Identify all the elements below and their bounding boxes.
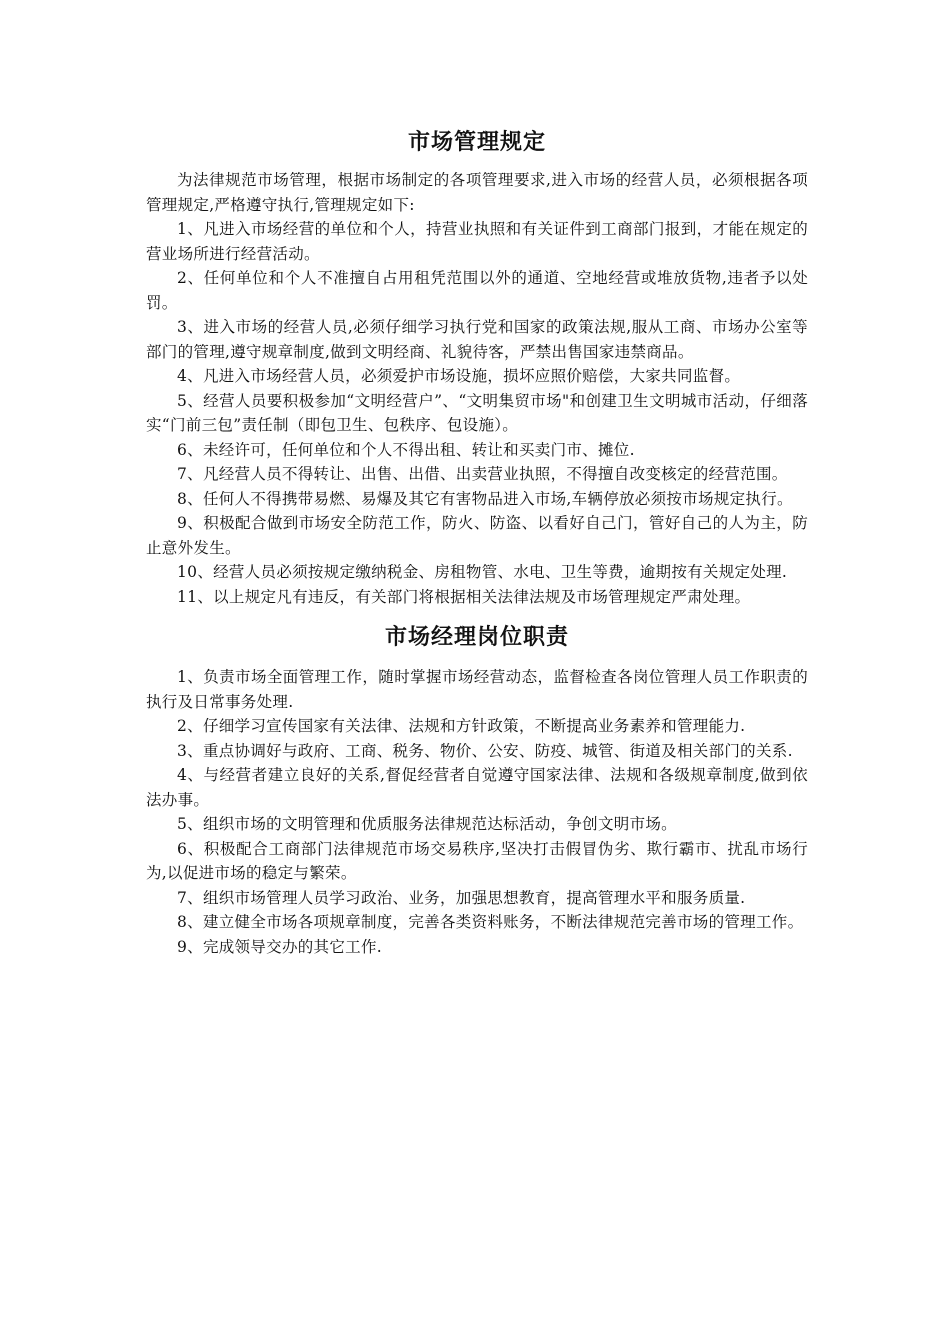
section2-item: 7、组织市场管理人员学习政治、业务，加强思想教育，提高管理水平和服务质量. [177,888,746,907]
section1-item: 2、任何单位和个人不准擅自占用租凭范围以外的通道、空地经营或堆放货物,违者予以处罚。 [146,269,808,312]
section1-item: 4、凡进入市场经营人员，必须爱护市场设施，损坏应照价赔偿，大家共同监督。 [177,367,741,385]
section2-title: 市场经理岗位职责 [384,625,569,650]
section1-item: 7、凡经营人员不得转让、出售、出借、出卖营业执照，不得擅自改变核定的经营范围。 [177,465,788,483]
section1-item: 8、任何人不得携带易燃、易爆及其它有害物品进入市场,车辆停放必须按市场规定执行。 [177,489,793,508]
section1-item: 10、经营人员必须按规定缴纳税金、房租物管、水电、卫生等费，逾期按有关规定处理. [177,563,788,581]
section1-item: 3、进入市场的经营人员,必须仔细学习执行党和国家的政策法规,服从工商、市场办公室等部门的管理,遵守规章制度,做到文明经商、礼貌待客，严禁出售国家违禁商品。 [146,318,808,361]
section1-item: 1、凡进入市场经营的单位和个人，持营业执照和有关证件到工商部门报到，才能在规定的营业场所进行经营活动。 [146,220,808,263]
section2-item: 5、组织市场的文明管理和优质服务法律规范达标活动，争创文明市场。 [177,815,677,833]
section1-item: 5、经营人员要积极参加“文明经营户”、“文明集贸市场"和创建卫生文明城市活动，仔细落实“门前三包”责任制（即包卫生、包秩序、包设施）。 [146,391,808,434]
section1-title: 市场管理规定 [407,130,546,155]
document-page [146,128,808,959]
section2-item: 4、与经营者建立良好的关系,督促经营者自觉遵守国家法律、法规和各级规章制度,做到依法办事。 [146,766,808,809]
section1-item: 6、未经许可，任何单位和个人不得出租、转让和买卖门市、摊位. [177,440,635,459]
section2-item: 3、重点协调好与政府、工商、税务、物价、公安、防疫、城管、街道及相关部门的关系. [177,741,793,760]
section2-item: 2、仔细学习宣传国家有关法律、法规和方针政策，不断提高业务素养和管理能力. [177,717,746,735]
section2-item: 9、完成领导交办的其它工作. [177,937,382,956]
section1-item: 11、以上规定凡有违反，有关部门将根据相关法律法规及市场管理规定严肃处理。 [177,587,751,606]
section2-item: 6、积极配合工商部门法律规范市场交易秩序,坚决打击假冒伪劣、欺行霸市、扰乱市场行为,以促进市场的稳定与繁荣。 [146,839,808,882]
section1-item: 9、积极配合做到市场安全防范工作，防火、防盗、以看好自己门，管好自己的人为主，防止意外发生。 [146,514,808,557]
section2-item: 1、负责市场全面管理工作，随时掌握市场经营动态，监督检查各岗位管理人员工作职责的执行及日常事务处理. [146,668,808,711]
section1-intro: 为法律规范市场管理，根据市场制定的各项管理要求,进入市场的经营人员，必须根据各项管理规定,严格遵守执行,管理规定如下: [146,171,808,214]
section2-item: 8、建立健全市场各项规章制度，完善各类资料账务，不断法律规范完善市场的管理工作。 [177,913,804,931]
